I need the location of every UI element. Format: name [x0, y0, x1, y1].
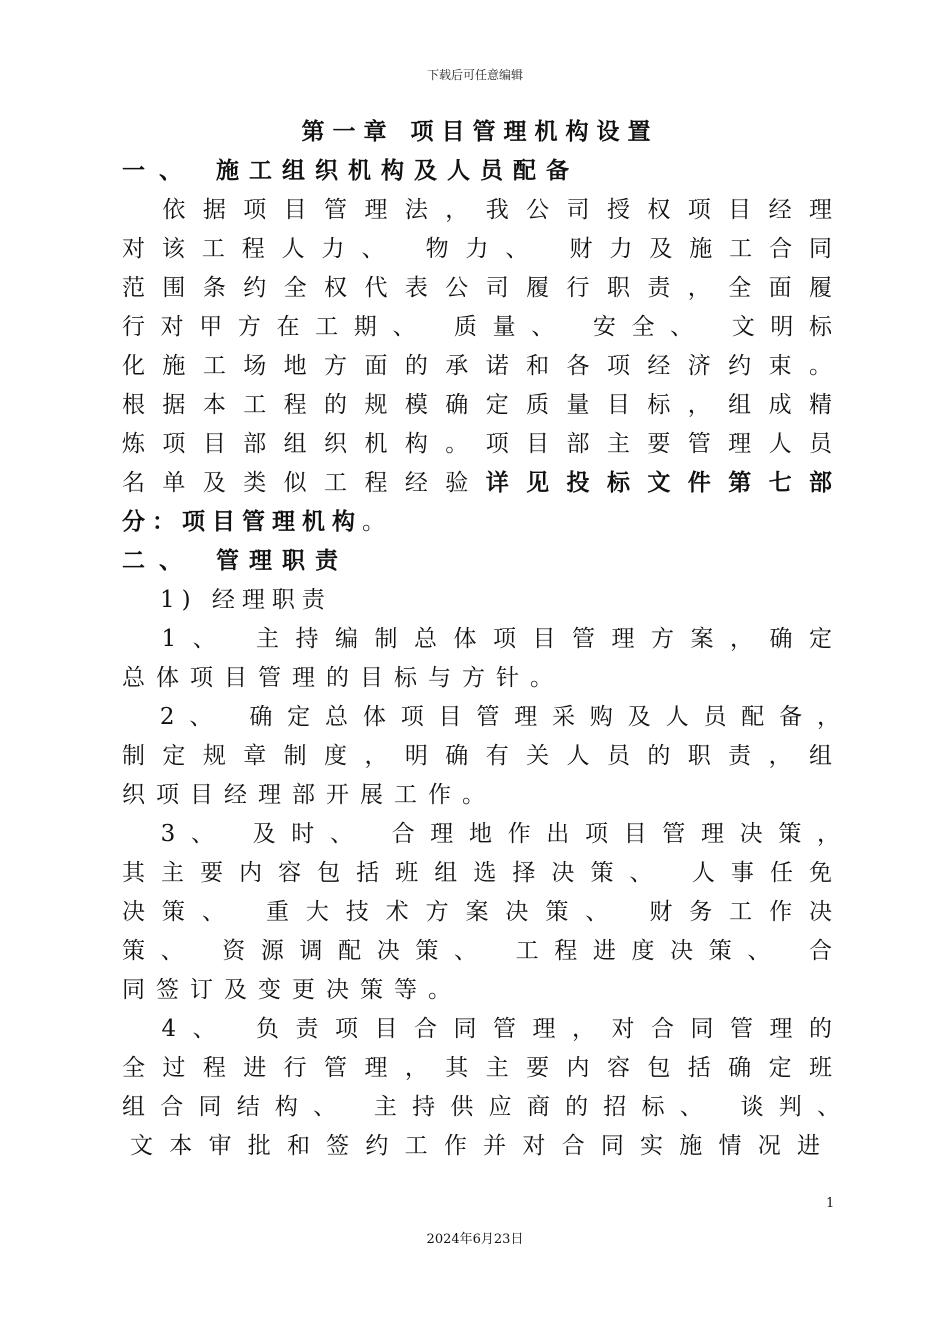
item-line: 组合同结构、 主持供应商的招标、 谈判、	[122, 1094, 840, 1120]
section-number: 二、	[122, 548, 196, 574]
item-line: 1、 主持编制总体项目管理方案，确定	[122, 626, 832, 652]
section-number: 一、	[122, 158, 196, 184]
section-heading-2	[122, 546, 832, 576]
page-header: 下载后可任意编辑	[426, 68, 523, 82]
reference-text: 详见投标文件第七部	[485, 470, 833, 496]
item-line: 决策、 重大技术方案决策、 财务工作决	[122, 899, 832, 925]
item-line: 3、 及时、 合理地作出项目管理决策，	[122, 821, 840, 847]
paragraph-text: 。	[362, 509, 392, 535]
paragraph-line: 行对甲方在工期、 质量、 安全、 文明标	[122, 314, 832, 340]
section-title: 管理职责	[216, 548, 348, 574]
section-heading-1	[122, 156, 832, 186]
item-line: 同签订及变更决策等。	[122, 977, 462, 1003]
section-title: 施工组织机构及人员配备	[216, 158, 579, 184]
reference-text: 分：项目管理机构	[122, 509, 362, 535]
item-line: 全过程进行管理，其主要内容包括确定班	[122, 1055, 832, 1081]
paragraph-line: 炼项目部组织机构。项目部主要管理人员	[122, 431, 832, 457]
chapter-title: 第一章 项目管理机构设置	[301, 119, 659, 145]
item-line: 策、 资源调配决策、 工程进度决策、 合	[122, 938, 832, 964]
paragraph-line: 依据项目管理法，我公司授权项目经理	[122, 197, 832, 223]
item-line: 2、 确定总体项目管理采购及人员配备，	[122, 704, 840, 730]
page-footer-date: 2024年6月23日	[426, 1232, 524, 1247]
page-number: 1	[826, 1196, 835, 1211]
subsection-title: 1) 经理职责	[160, 587, 332, 613]
paragraph-text: 名单及类似工程经验	[122, 470, 486, 496]
paragraph-line	[122, 468, 832, 498]
paragraph-line: 化施工场地方面的承诺和各项经济约束。	[122, 353, 832, 379]
item-line: 总体项目管理的目标与方针。	[122, 665, 564, 691]
paragraph-line: 对该工程人力、 物力、 财力及施工合同	[122, 236, 832, 262]
item-line: 制定规章制度，明确有关人员的职责，组	[122, 743, 832, 769]
paragraph-line: 根据本工程的规模确定质量目标，组成精	[122, 392, 832, 418]
item-line: 4、 负责项目合同管理，对合同管理的	[122, 1016, 832, 1042]
paragraph-line: 范围条约全权代表公司履行职责，全面履	[122, 275, 832, 301]
item-line: 其主要内容包括班组选择决策、 人事任免	[122, 860, 832, 886]
item-line: 织项目经理部开展工作。	[122, 782, 496, 808]
item-line: 文本审批和签约工作并对合同实施情况进	[130, 1133, 820, 1159]
paragraph-line	[122, 507, 832, 537]
